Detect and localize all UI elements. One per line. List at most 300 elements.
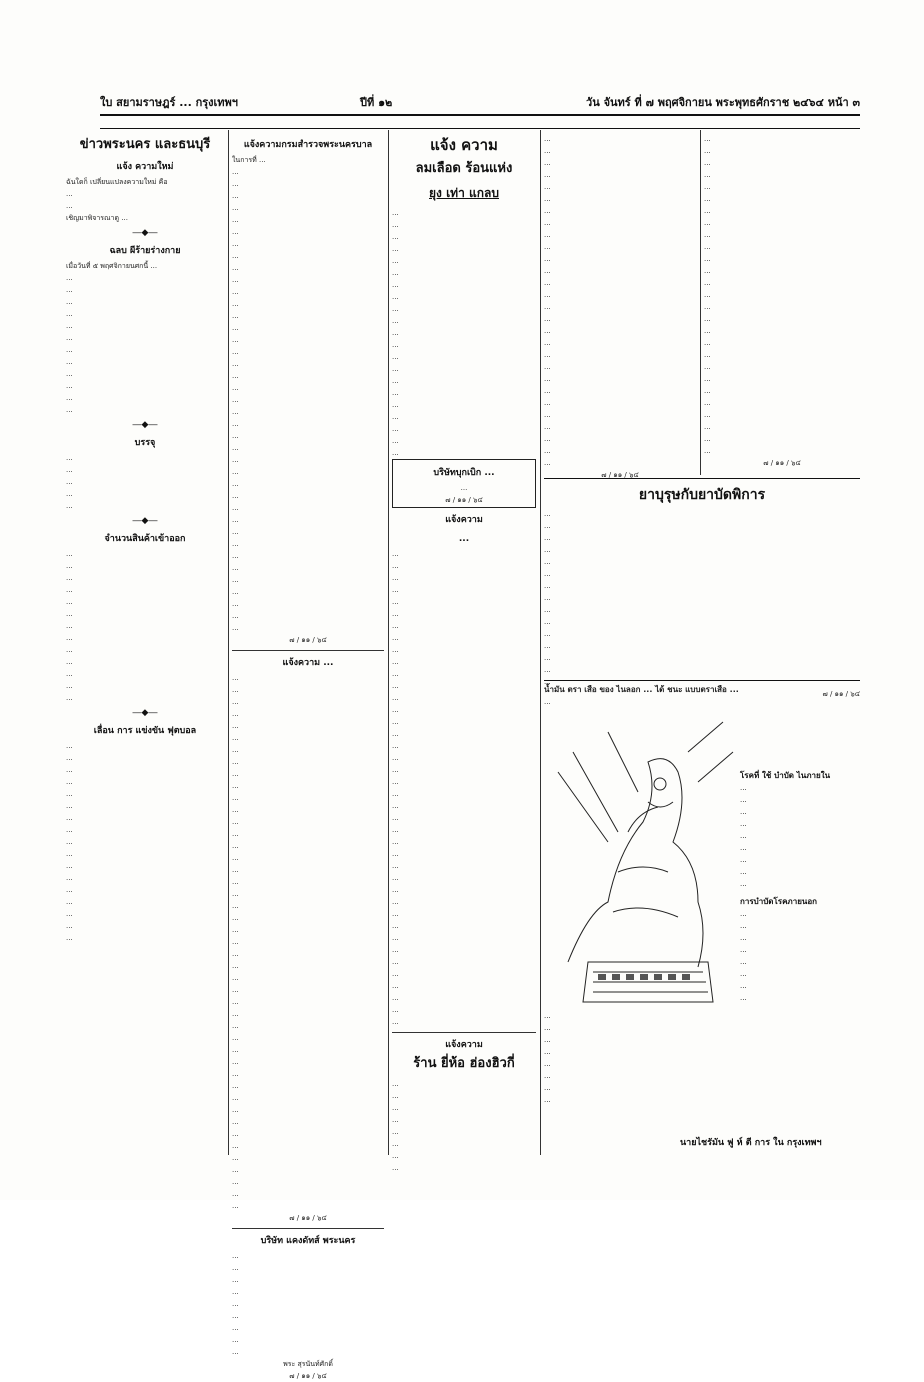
section-body xyxy=(704,133,860,457)
text-line: ... xyxy=(232,758,239,766)
text-line: ... xyxy=(392,886,399,894)
text-line: ... xyxy=(740,982,747,990)
box-subtitle: ... xyxy=(460,484,468,492)
text-line: ... xyxy=(740,934,747,942)
text-line: ... xyxy=(232,624,239,632)
text-line: ... xyxy=(232,444,239,452)
text-line: ... xyxy=(232,1300,239,1308)
text-line: ... xyxy=(66,610,73,618)
text-line: ... xyxy=(66,862,73,870)
text-line: ... xyxy=(232,192,239,200)
text-line: ... xyxy=(232,890,239,898)
text-line: ... xyxy=(544,351,551,359)
text-line: ... xyxy=(232,516,239,524)
text-line: ... xyxy=(232,264,239,272)
text-line: ... xyxy=(704,183,711,191)
text-line: ... xyxy=(544,147,551,155)
text-line: ... xyxy=(392,826,399,834)
top-rule xyxy=(100,114,860,116)
text-line: ... xyxy=(740,820,747,828)
text-line: ... xyxy=(544,630,551,638)
top-rule-thin xyxy=(100,128,860,129)
text-line: ... xyxy=(544,678,551,686)
text-line: ... xyxy=(66,358,73,366)
section-heading: เลื่อน การ แข่งขัน ฟุตบอล xyxy=(93,726,197,736)
text-line: ... xyxy=(66,502,73,510)
section-body xyxy=(544,133,696,469)
text-line: ... xyxy=(392,281,399,289)
text-line: ... xyxy=(392,814,399,822)
notice-title: ลมเลือด ร้อนแห่ง xyxy=(415,161,513,176)
text-line: ... xyxy=(232,216,239,224)
text-line: ... xyxy=(66,190,73,198)
text-line: ... xyxy=(392,1140,399,1148)
text-line: ... xyxy=(232,228,239,236)
text-line: ... xyxy=(392,401,399,409)
column-text-5 xyxy=(704,133,860,473)
text-line: ... xyxy=(544,195,551,203)
text-line: ... xyxy=(66,550,73,558)
text-line: ... xyxy=(544,606,551,614)
text-line: ... xyxy=(392,730,399,738)
text-line: ... xyxy=(66,478,73,486)
ad-heading: แจ้งความ xyxy=(445,1040,483,1050)
text-line: ... xyxy=(704,207,711,215)
text-line: ... xyxy=(392,1164,399,1172)
text-line: ... xyxy=(704,243,711,251)
text-line: ... xyxy=(392,958,399,966)
text-line: ... xyxy=(392,1116,399,1124)
text-line: ... xyxy=(544,1060,551,1068)
text-line: ... xyxy=(232,734,239,742)
signature-line: พระ สุรนันท์ศักดิ์ xyxy=(283,1360,333,1368)
text-line: ... xyxy=(66,298,73,306)
text-line: ... xyxy=(392,598,399,606)
ad-title: ยาบุรุษกับยาบัดพิการ xyxy=(638,487,766,503)
text-line: ... xyxy=(392,718,399,726)
text-line: ... xyxy=(392,425,399,433)
text-line: ... xyxy=(392,802,399,810)
section-heading: ฉลบ ผีร้ายร่างกาย xyxy=(109,246,181,256)
ad-body xyxy=(392,1078,536,1174)
text-line: ... xyxy=(232,986,239,994)
text-line: ... xyxy=(544,570,551,578)
text-line: ... xyxy=(392,874,399,882)
text-line: ... xyxy=(544,594,551,602)
text-line: ... xyxy=(232,806,239,814)
text-line: ... xyxy=(704,351,711,359)
ad-side-panel xyxy=(740,770,858,1004)
text-line: ... xyxy=(232,612,239,620)
text-line: ... xyxy=(392,658,399,666)
section-heading: แจ้งความ ... xyxy=(282,658,334,668)
text-line: ... xyxy=(392,742,399,750)
text-line: ... xyxy=(66,574,73,582)
ornament-divider: ―◆― xyxy=(132,516,158,526)
text-line: ... xyxy=(232,528,239,536)
text-line: ... xyxy=(704,339,711,347)
text-line: ... xyxy=(392,1104,399,1112)
text-line: ... xyxy=(232,576,239,584)
section-heading: แจ้ง ความใหม่ xyxy=(116,162,174,172)
text-line: ... xyxy=(392,1128,399,1136)
text-line: ... xyxy=(704,423,711,431)
text-line: ... xyxy=(544,255,551,263)
text-line: ... xyxy=(544,459,551,467)
text-line: ... xyxy=(66,394,73,402)
text-line: ... xyxy=(392,1152,399,1160)
text-line: ... xyxy=(544,447,551,455)
text-line: ... xyxy=(740,910,747,918)
text-line: ... xyxy=(392,586,399,594)
text-line: ... xyxy=(392,922,399,930)
text-line: ... xyxy=(232,782,239,790)
text-line: ... xyxy=(392,838,399,846)
text-line: ... xyxy=(392,341,399,349)
rule xyxy=(392,1032,536,1033)
text-line: ... xyxy=(232,974,239,982)
panel-body xyxy=(740,908,858,1004)
text-line: ... xyxy=(544,510,551,518)
text-line: ... xyxy=(704,219,711,227)
text-line: ... xyxy=(232,746,239,754)
section-heading: แจ้งความกรมสำรวจพระนครบาล xyxy=(243,140,373,150)
ornament-divider: ―◆― xyxy=(132,420,158,430)
text-line: ... xyxy=(232,324,239,332)
text-line: ... xyxy=(232,866,239,874)
text-line: ... xyxy=(544,582,551,590)
text-line: ... xyxy=(392,982,399,990)
text-line: ... xyxy=(704,327,711,335)
text-line: ... xyxy=(544,303,551,311)
text-line: ... xyxy=(66,790,73,798)
text-line: ... xyxy=(392,610,399,618)
text-line: ... xyxy=(704,159,711,167)
text-line: ... xyxy=(232,552,239,560)
section-heading: บรรจุ xyxy=(134,438,156,448)
text-line: ... xyxy=(544,534,551,542)
text-line: ... xyxy=(544,1024,551,1032)
text-line: ... xyxy=(740,970,747,978)
text-line: ... xyxy=(232,938,239,946)
text-line: ... xyxy=(544,315,551,323)
text-line: ... xyxy=(66,802,73,810)
text-line: ... xyxy=(704,447,711,455)
text-line: ... xyxy=(232,1022,239,1030)
text-line: ... xyxy=(392,1092,399,1100)
text-line: ... xyxy=(544,558,551,566)
text-line: ... xyxy=(232,1312,239,1320)
text-line: ... xyxy=(232,1178,239,1186)
text-line: ... xyxy=(66,874,73,882)
text-line: ... xyxy=(66,826,73,834)
text-line: ... xyxy=(66,670,73,678)
text-line: ... xyxy=(232,710,239,718)
text-line: ... xyxy=(232,1118,239,1126)
text-line: ... xyxy=(544,1096,551,1104)
text-line: ... xyxy=(66,322,73,330)
text-line: ... xyxy=(392,574,399,582)
text-line: ... xyxy=(544,375,551,383)
date-line: ๗ / ๑๑ / ๖๔ xyxy=(601,471,639,479)
text-line: ... xyxy=(66,766,73,774)
text-line: ... xyxy=(232,1264,239,1272)
text-line: ... xyxy=(392,970,399,978)
text-line: ... xyxy=(232,818,239,826)
text-line: ... xyxy=(66,466,73,474)
text-line: ... xyxy=(704,411,711,419)
text-line: ... xyxy=(232,962,239,970)
text-line: ... xyxy=(232,1202,239,1210)
text-line: ... xyxy=(232,1034,239,1042)
panel-body xyxy=(740,782,858,890)
section-body xyxy=(66,260,224,416)
text-line: ... xyxy=(544,231,551,239)
section-body xyxy=(66,452,224,512)
header-right: วัน จันทร์ ที่ ๗ พฤศจิกายน พระพุทธศักราช ๒๔๖๔ หน้า ๓ xyxy=(586,96,860,109)
text-line: ... xyxy=(392,449,399,457)
text-line: ... xyxy=(66,682,73,690)
text-line: ... xyxy=(232,180,239,188)
column-rule-3 xyxy=(540,130,541,1155)
text-line: ... xyxy=(544,363,551,371)
text-line: ... xyxy=(232,674,239,682)
text-line: ... xyxy=(66,814,73,822)
text-line: ... xyxy=(704,363,711,371)
text-line: ... xyxy=(232,504,239,512)
text-line: ... xyxy=(740,784,747,792)
ad-title: ร้าน ยี่ห้อ ฮ่องฮิวกี่ xyxy=(413,1056,515,1071)
text-line: ... xyxy=(66,454,73,462)
text-line: ... xyxy=(232,1106,239,1114)
text-line: ... xyxy=(66,646,73,654)
text-line: ... xyxy=(704,303,711,311)
text-line: ... xyxy=(392,305,399,313)
notice-heading: แจ้ง ความ xyxy=(430,136,498,154)
rule xyxy=(544,478,860,479)
text-line: ... xyxy=(232,348,239,356)
text-line: ... xyxy=(232,300,239,308)
text-line: ... xyxy=(66,838,73,846)
text-line: ... xyxy=(392,670,399,678)
text-line: ... xyxy=(704,231,711,239)
column-news xyxy=(66,133,224,1153)
text-line: ... xyxy=(232,360,239,368)
column-notices xyxy=(232,133,384,1380)
text-line: ... xyxy=(544,387,551,395)
text-line: ... xyxy=(66,370,73,378)
text-line: ... xyxy=(232,456,239,464)
text-line: ... xyxy=(544,1048,551,1056)
column-announcements xyxy=(392,133,536,1172)
text-line: ... xyxy=(392,353,399,361)
text-line: ... xyxy=(232,540,239,548)
ad-caption xyxy=(544,1010,862,1106)
text-line: ... xyxy=(544,1072,551,1080)
date-line: ๗ / ๑๑ / ๖๔ xyxy=(763,459,801,467)
ad-signature: นายไชรัมัน ฟู ห์ ตี การ ใน กรุงเทพฯ xyxy=(680,1138,822,1148)
section-body xyxy=(392,207,536,459)
text-line: ... xyxy=(232,1336,239,1344)
text-line: ... xyxy=(740,856,747,864)
rule xyxy=(232,650,384,651)
text-line: ... xyxy=(704,279,711,287)
text-line: ... xyxy=(704,291,711,299)
text-line: ... xyxy=(232,1190,239,1198)
section-heading: จำนวนสินค้าเข้าออก xyxy=(104,534,186,544)
text-line: ... xyxy=(232,1276,239,1284)
text-line: ... xyxy=(392,622,399,630)
text-line: ... xyxy=(232,1348,239,1356)
box-title: บริษัทบุกเบิก ... xyxy=(433,468,495,478)
text-line: ... xyxy=(392,389,399,397)
text-line: ... xyxy=(66,310,73,318)
text-line: ในการที่ ... xyxy=(232,156,266,164)
section-body xyxy=(66,548,224,704)
text-line: เมื่อวันที่ ๕ พฤศจิกายนศกนี้ ... xyxy=(66,262,158,270)
text-line: ... xyxy=(66,778,73,786)
text-line: ... xyxy=(544,291,551,299)
text-line: ... xyxy=(392,1006,399,1014)
panel-heading: โรคที่ ใช้ บำบัด ไนภายใน xyxy=(740,771,831,780)
text-line: ... xyxy=(392,377,399,385)
text-line: ... xyxy=(232,1324,239,1332)
header-left: ใบ สยามราษฎร์ ... กรุงเทพฯ xyxy=(100,96,238,109)
section-body xyxy=(66,740,224,944)
text-line: ... xyxy=(740,994,747,1002)
text-line: ... xyxy=(544,666,551,674)
text-line: ... xyxy=(66,586,73,594)
text-line: ... xyxy=(544,522,551,530)
text-line: ... xyxy=(704,195,711,203)
text-line: ... xyxy=(392,862,399,870)
text-line: ... xyxy=(740,844,747,852)
text-line: ... xyxy=(740,880,747,888)
text-line: ... xyxy=(232,1288,239,1296)
text-line: ... xyxy=(66,622,73,630)
text-line: ... xyxy=(66,886,73,894)
text-line: ... xyxy=(544,159,551,167)
text-line: ... xyxy=(392,562,399,570)
date-line: ๗ / ๑๑ / ๖๔ xyxy=(822,690,860,698)
text-line: ... xyxy=(392,706,399,714)
text-line: ... xyxy=(232,1094,239,1102)
text-line: ... xyxy=(392,257,399,265)
column-title: ข่าวพระนคร และธนบุรี xyxy=(79,137,211,152)
text-line: ... xyxy=(704,255,711,263)
text-line: ... xyxy=(232,842,239,850)
text-line: ... xyxy=(232,722,239,730)
text-line: ... xyxy=(232,432,239,440)
text-line: ... xyxy=(544,267,551,275)
rule xyxy=(544,680,860,681)
text-line: ... xyxy=(392,293,399,301)
text-line: ... xyxy=(232,830,239,838)
text-line: ... xyxy=(544,339,551,347)
text-line: ... xyxy=(392,550,399,558)
tiger-illustration xyxy=(548,712,738,1012)
text-line: ฉันใดก็ เปลี่ยนแปลงความใหม่ คือ xyxy=(66,178,168,186)
text-line: ... xyxy=(232,276,239,284)
text-line: ... xyxy=(392,329,399,337)
text-line: ... xyxy=(544,642,551,650)
text-line: ... xyxy=(232,372,239,380)
text-line: ... xyxy=(66,934,73,942)
text-line: ... xyxy=(544,243,551,251)
text-line: ... xyxy=(392,790,399,798)
text-line: ... xyxy=(740,946,747,954)
text-line: ... xyxy=(392,682,399,690)
text-line: ... xyxy=(704,171,711,179)
text-line: ... xyxy=(66,922,73,930)
notice-subtitle: ยุง เท่า แกลบ xyxy=(429,186,499,200)
text-line: ... xyxy=(544,135,551,143)
text-line: ... xyxy=(544,546,551,554)
text-line: ... xyxy=(392,233,399,241)
date-line: ๗ / ๑๑ / ๖๔ xyxy=(289,636,327,644)
header-issue: ปีที่ ๑๒ xyxy=(360,96,393,109)
text-line: ... xyxy=(232,288,239,296)
text-line: ... xyxy=(232,770,239,778)
text-line: ... xyxy=(232,1142,239,1150)
text-line: ... xyxy=(66,598,73,606)
text-line: ... xyxy=(392,778,399,786)
text-line: ... xyxy=(232,600,239,608)
text-line: ... xyxy=(232,1252,239,1260)
text-line: ... xyxy=(392,365,399,373)
text-line: ... xyxy=(232,902,239,910)
text-line: ... xyxy=(392,317,399,325)
text-line: ... xyxy=(704,315,711,323)
text-line: ... xyxy=(544,327,551,335)
text-line: ... xyxy=(232,564,239,572)
section-body xyxy=(66,176,224,224)
text-line: ... xyxy=(544,654,551,662)
column-text-4 xyxy=(544,133,696,479)
notice-box xyxy=(392,459,536,508)
text-line: ... xyxy=(232,480,239,488)
text-line: ... xyxy=(392,898,399,906)
text-line: ... xyxy=(232,698,239,706)
text-line: ... xyxy=(66,382,73,390)
text-line: ... xyxy=(544,411,551,419)
text-line: ... xyxy=(704,435,711,443)
date-line: ๗ / ๑๑ / ๖๔ xyxy=(289,1214,327,1222)
section-body xyxy=(392,548,536,1028)
rule xyxy=(232,1228,384,1229)
section-body xyxy=(232,154,384,634)
text-line: ... xyxy=(66,562,73,570)
text-line: ... xyxy=(392,634,399,642)
text-line: ... xyxy=(66,898,73,906)
ad-body xyxy=(544,508,860,688)
text-line: ... xyxy=(392,910,399,918)
text-line: ... xyxy=(66,754,73,762)
column-rule-4 xyxy=(700,130,701,475)
section-title: ... xyxy=(458,534,470,544)
text-line: ... xyxy=(740,922,747,930)
text-line: ... xyxy=(66,634,73,642)
text-line: ... xyxy=(232,312,239,320)
ornament-divider: ―◆― xyxy=(132,708,158,718)
text-line: ... xyxy=(232,1070,239,1078)
text-line: ... xyxy=(544,1084,551,1092)
section-heading: แจ้งความ xyxy=(445,515,483,525)
text-line: ... xyxy=(232,686,239,694)
text-line: ... xyxy=(740,868,747,876)
text-line: ... xyxy=(232,168,239,176)
section-body xyxy=(232,1250,384,1358)
